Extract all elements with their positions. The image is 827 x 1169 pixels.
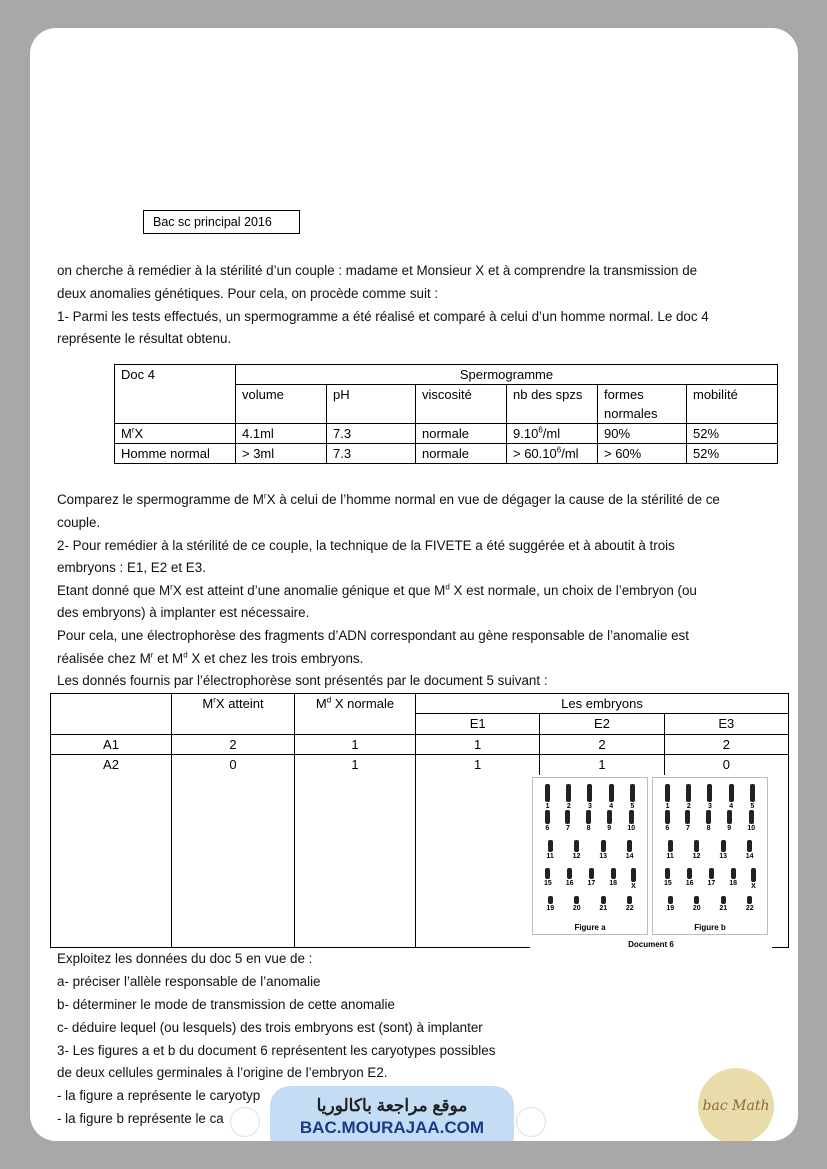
doc4-col-formes: formes normales [598, 385, 687, 424]
doc4-table [114, 364, 778, 464]
chromosome-row [657, 784, 763, 810]
chromosome-pair: 8 [586, 810, 591, 832]
question-2-line-3: Etant donné que $M^rX$ est atteint d’une anomalie génique et que $M^d$ X est normale, un choix de l’embryon (ou [57, 582, 697, 598]
figure-a-statement: - la figure a représente le caryotyp [57, 1088, 261, 1103]
watermark-arabic: موقع مراجعة باكالوريا [316, 1096, 468, 1115]
chromosome-pair: 18 [729, 868, 737, 890]
chromosome-pair: 3 [707, 784, 712, 810]
doc4-cell: > 60% [598, 444, 687, 464]
chromosome-pair: 22 [746, 896, 754, 912]
chromosome-pair: 14 [626, 840, 634, 860]
chromosome-pair: 8 [706, 810, 711, 832]
figure-a-label: Figure a [574, 923, 606, 932]
question-1-line-2: représente le résultat obtenu. [57, 331, 232, 346]
exploit-b: b- déterminer le mode de transmission de cette anomalie [57, 997, 395, 1012]
chromosome-pair: 15 [544, 868, 552, 890]
doc5-col-e3: E3 [664, 714, 788, 735]
chromosome-row [657, 868, 763, 890]
chromosome-pair: 4 [729, 784, 734, 810]
chromosome-pair: 17 [587, 868, 595, 890]
doc5-corner [51, 694, 172, 735]
watermark-logo-left [230, 1107, 260, 1137]
question-3-line-2: de deux cellules germinales à l’origine de l’embryon E2. [57, 1065, 388, 1080]
doc5-row-label: A2 [51, 755, 172, 948]
doc4-cell: normale [416, 424, 507, 444]
chromosome-pair: 14 [746, 840, 754, 860]
doc4-label: Doc 4 [115, 365, 236, 424]
doc5-col-e2: E2 [540, 714, 664, 735]
watermark-url[interactable]: BAC.MOURAJAA.COM [299, 1118, 485, 1137]
doc4-col-viscosite: viscosité [416, 385, 507, 424]
question-2-line-4: des embryons) à implanter est nécessaire. [57, 605, 310, 620]
chromosome-pair: 20 [573, 896, 581, 912]
doc5-cell: 1 [416, 735, 540, 755]
chromosome-row [657, 896, 763, 912]
doc5-col-md: $M^d$ X normale [295, 694, 416, 735]
chromosome-pair: 21 [719, 896, 727, 912]
doc5-group-header: Les embryons [416, 694, 789, 714]
figure-b-label: Figure b [694, 923, 726, 932]
doc5-cell: 0 [664, 755, 788, 948]
doc5-cell: 0 [172, 755, 295, 948]
question-2-line-5: Pour cela, une électrophorèse des fragments d’ADN correspondant au gène responsable de l’anomalie est [57, 628, 689, 643]
doc4-col-spz: nb des spzs [507, 385, 598, 424]
chromosome-row [657, 840, 763, 860]
doc6-caption: Document 6 [628, 940, 674, 949]
chromosome-pair: 3 [587, 784, 592, 810]
doc5-col-mr: $M^rX$ atteint [172, 694, 295, 735]
watermark-logo-right [516, 1107, 546, 1137]
doc4-cell: 7.3 [327, 444, 416, 464]
doc5-col-e1: E1 [416, 714, 540, 735]
chromosome-pair: 16 [566, 868, 574, 890]
doc4-cell: 7.3 [327, 424, 416, 444]
chromosome-pair: 20 [693, 896, 701, 912]
question-2-line-2: embryons : E1, E2 et E3. [57, 560, 206, 575]
chromosome-pair: 1 [665, 784, 670, 810]
compare-line-2: couple. [57, 515, 101, 530]
doc4-cell: 52% [687, 424, 778, 444]
compare-line-1: Comparez le spermogramme de $M^rX$ à celui de l’homme normal en vue de dégager la cause de la stérilité de ce [57, 491, 720, 507]
question-2-line-1: 2- Pour remédier à la stérilité de ce couple, la technique de la FIVETE a été suggérée et à aboutit à trois [57, 538, 675, 553]
table-row [51, 735, 789, 755]
question-2-line-7: Les donnés fournis par l’électrophorèse sont présentés par le document 5 suivant : [57, 673, 548, 688]
chromosome-pair: 7 [565, 810, 570, 832]
chromosome-pair: 13 [599, 840, 607, 860]
doc4-cell: > $60.10^6/ml$ [507, 444, 598, 464]
figure-b-statement: - la figure b représente le ca [57, 1111, 224, 1126]
exploit-a: a- préciser l’allèle responsable de l’anomalie [57, 974, 321, 989]
doc4-row-label: $M^rX$ [115, 424, 236, 444]
chromosome-row [537, 840, 643, 860]
chromosome-pair: 12 [573, 840, 581, 860]
chromosome-pair: 7 [685, 810, 690, 832]
chromosome-pair: 5 [750, 784, 755, 810]
doc4-cell: 90% [598, 424, 687, 444]
chromosome-pair: 10 [627, 810, 635, 832]
exploit-intro: Exploitez les données du doc 5 en vue de : [57, 951, 313, 966]
chromosome-pair: 18 [609, 868, 617, 890]
chromosome-pair: 12 [693, 840, 701, 860]
doc4-cell: 4.1ml [236, 424, 327, 444]
question-2-line-6: réalisée chez $M^r$ et $M^d$ X et chez les trois embryons. [57, 650, 364, 666]
chromosome-pair: 19 [546, 896, 554, 912]
intro-line-1: on cherche à remédier à la stérilité d’un couple : madame et Monsieur X et à comprendre la transmission de [57, 263, 698, 278]
table-row [115, 424, 778, 444]
chromosome-pair: 21 [599, 896, 607, 912]
watermark-banner[interactable] [270, 1086, 514, 1141]
question-3-line-1: 3- Les figures a et b du document 6 représentent les caryotypes possibles [57, 1043, 496, 1058]
chromosome-pair: 4 [609, 784, 614, 810]
doc4-col-volume: volume [236, 385, 327, 424]
doc5-cell: 1 [540, 755, 664, 948]
chromosome-row [537, 784, 643, 810]
exam-title: Bac sc principal 2016 [143, 210, 300, 234]
figure-b-panel [652, 777, 768, 935]
chromosome-pair: 9 [607, 810, 612, 832]
chromosome-pair: 19 [666, 896, 674, 912]
chromosome-pair: 16 [686, 868, 694, 890]
chromosome-pair: 1 [545, 784, 550, 810]
chromosome-pair: 9 [727, 810, 732, 832]
doc4-cell: 9.10$^6$/ml [507, 424, 598, 444]
chromosome-pair: 13 [719, 840, 727, 860]
chromosome-pair: 6 [545, 810, 550, 832]
chromosome-pair: 5 [630, 784, 635, 810]
sex-chromosome: X [751, 868, 756, 890]
intro-line-2: deux anomalies génétiques. Pour cela, on procède comme suit : [57, 286, 439, 301]
figure-a-panel [532, 777, 648, 935]
chromosome-pair: 2 [686, 784, 691, 810]
question-1-line-1: 1- Parmi les tests effectués, un spermogramme a été réalisé et comparé à celui d’un homme normal. Le doc 4 [57, 309, 709, 324]
chromosome-row [537, 896, 643, 912]
doc4-col-ph: pH [327, 385, 416, 424]
doc5-cell: 1 [295, 755, 416, 948]
chromosome-pair: 22 [626, 896, 634, 912]
doc6-karyotype-figure [530, 775, 772, 949]
doc5-cell: 1 [295, 735, 416, 755]
doc5-cell: 2 [664, 735, 788, 755]
chromosome-row [537, 810, 643, 832]
chromosome-row [657, 810, 763, 832]
chromosome-pair: 11 [546, 840, 553, 860]
chromosome-pair: 2 [566, 784, 571, 810]
doc5-cell: 2 [172, 735, 295, 755]
doc4-cell: normale [416, 444, 507, 464]
document-page [30, 28, 798, 1141]
chromosome-pair: 6 [665, 810, 670, 832]
chromosome-pair: 10 [747, 810, 755, 832]
table-row [115, 444, 778, 464]
doc4-row-label: Homme normal [115, 444, 236, 464]
doc5-row-label: A1 [51, 735, 172, 755]
doc5-cell: 2 [540, 735, 664, 755]
chromosome-pair: 15 [664, 868, 672, 890]
doc5-cell: 1 [416, 755, 540, 948]
chromosome-row [537, 868, 643, 890]
doc4-col-mobilite: mobilité [687, 385, 778, 424]
doc4-cell: 52% [687, 444, 778, 464]
doc4-cell: > 3ml [236, 444, 327, 464]
exploit-c: c- déduire lequel (ou lesquels) des trois embryons est (sont) à implanter [57, 1020, 483, 1035]
sex-chromosome: X [631, 868, 636, 890]
doc4-group-header: Spermogramme [236, 365, 778, 385]
chromosome-pair: 17 [707, 868, 715, 890]
bac-math-badge: bac Math [698, 1068, 774, 1141]
chromosome-pair: 11 [666, 840, 673, 860]
